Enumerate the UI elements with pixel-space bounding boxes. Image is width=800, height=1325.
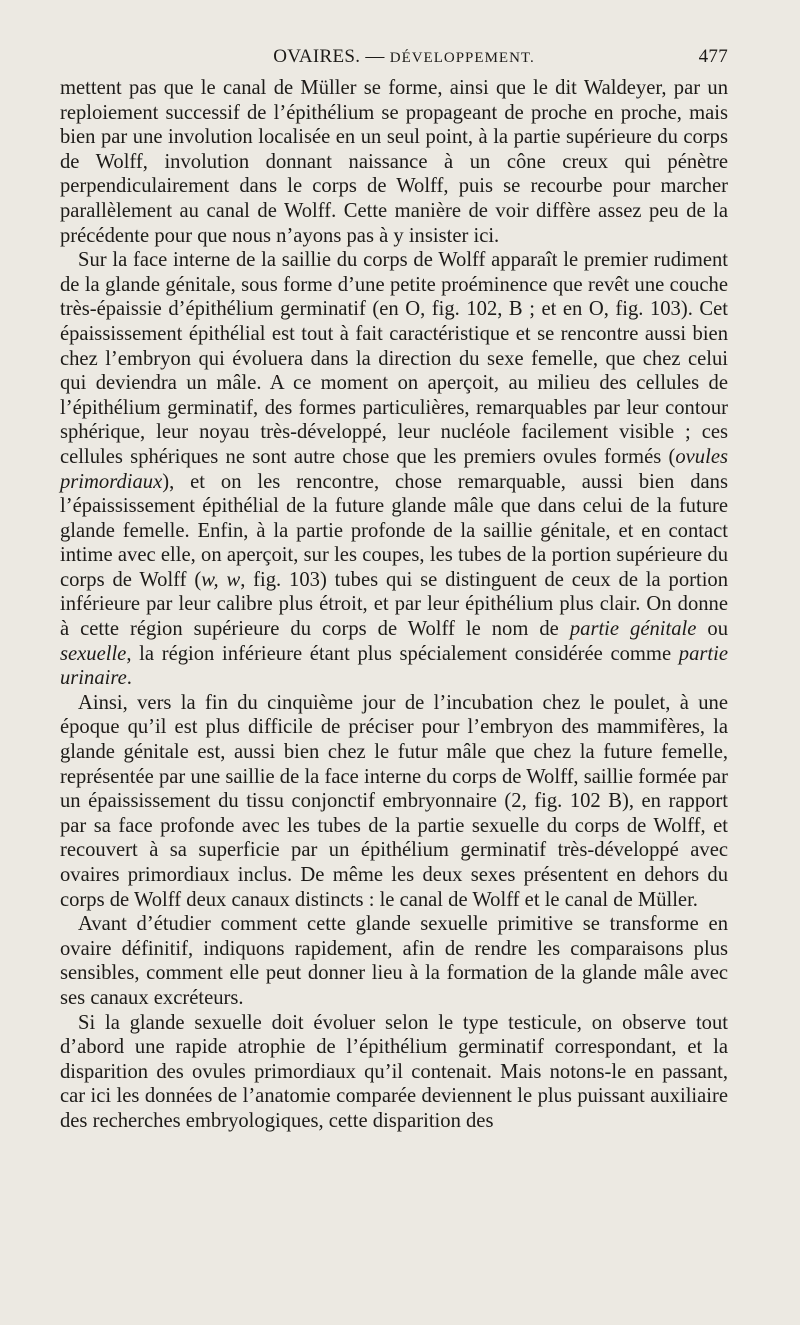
paragraph-5 [60, 1011, 728, 1134]
running-head [60, 46, 728, 72]
running-title-main: OVAIRES. [273, 46, 361, 67]
text-run: ), et on les rencontre, chose remarquable, aussi bien dans l’épaississement épithélial de la future glande mâle que dans celui de la future glande femelle. Enfin, à la partie profonde de la saillie génitale, et en contact intime avec elle, on aperçoit, sur les coupes, les tubes de la portion supérieure du corps de Wolff ( [60, 470, 728, 591]
text-run: , fig. 103) tubes qui se distinguent de ceux de la portion inférieure par leur calibre plus étroit, et par leur épithélium plus clair. On donne à cette région supérieure du corps de Wolff le nom de [60, 568, 729, 641]
text-run: . [126, 667, 132, 690]
paragraph-2 [60, 248, 728, 691]
italic-term: ovules primordiaux [60, 445, 728, 493]
paragraph-1 [60, 76, 728, 248]
body-text [60, 76, 728, 1134]
paragraph-3 [60, 691, 728, 912]
italic-term: partie urinaire [60, 642, 728, 690]
text-run: Sur la face interne de la saillie du corps de Wolff apparaît le premier rudiment de la glande génitale, sous forme d’une petite proéminence que revêt une couche très-épaissie d’épithélium germinatif (en O, fig. 102, B ; et en O, fig. 103). Cet épaississement épithélial est tout à fait caractéristique et se rencontre aussi bien chez l’embryon qui évoluera dans la direction du sexe femelle, que chez celui qui deviendra un mâle. A ce moment on aperçoit, au milieu des cellules de l’épithélium germinatif, des formes particulières, remarquables par leur contour sphérique, leur noyau très-développé, leur nucléole facilement visible ; ces cellules sphériques ne sont autre chose que les premiers ovules formés ( [60, 249, 728, 468]
text-run: ou [696, 618, 728, 641]
paragraph-4 [60, 912, 728, 1010]
italic-term: sexuelle [60, 642, 127, 665]
text-run: Si la glande sexuelle doit évoluer selon le type testicule, on observe tout d’abord une rapide atrophie de l’épithélium germinatif correspondant, et la disparition des ovules primordiaux qu’il contenait. Mais notons-le en passant, car ici les données de l’anatomie comparée deviennent le plus puissant auxiliaire des recherches embryologiques, cette disparition des [60, 1011, 728, 1132]
italic-term: partie génitale [569, 618, 697, 641]
text-run: Avant d’étudier comment cette glande sexuelle primitive se transforme en ovaire définitif, indiquons rapidement, afin de rendre les comparaisons plus sensibles, comment elle peut donner lieu à la formation de la glande mâle avec ses canaux excréteurs. [60, 913, 728, 1009]
running-title-sub: DÉVELOPPEMENT. [389, 50, 535, 66]
text-run: , la région inférieure étant plus spécialement considérée comme [126, 642, 679, 665]
text-run: Ainsi, vers la fin du cinquième jour de l’incubation chez le poulet, à une époque qu’il est plus difficile de préciser pour l’embryon des mammifères, la glande génitale est, aussi bien chez le futur mâle que chez la future femelle, représentée par une saillie de la face interne du corps de Wolff, saillie formée par un épaississement du tissu conjonctif embryonnaire (2, fig. 102 B), en rapport par sa face profonde avec les tubes de la partie sexuelle du corps de Wolff, et recouvert à sa superficie par un épithélium germinatif très-développé avec ovaires primordiaux inclus. De même les deux sexes présentent en dehors du corps de Wolff deux canaux distincts : le canal de Wolff et le canal de Müller. [60, 691, 728, 911]
italic-term: w, w [201, 568, 241, 591]
text-run: mettent pas que le canal de Müller se forme, ainsi que le dit Waldeyer, par un reploiement successif de l’épithélium se propageant de proche en proche, mais bien par une involution localisée en un seul point, à la partie supérieure du corps de Wolff, involution donnant naissance à un cône creux qui pénètre perpendiculairement dans le corps de Wolff, puis se recourbe pour marcher parallèlement au canal de Wolff. Cette manière de voir diffère assez peu de la précédente pour que nous n’ayons pas à y insister ici. [60, 77, 728, 247]
running-title [60, 46, 728, 68]
running-title-dash: — [360, 46, 390, 67]
page-number: 477 [698, 46, 728, 67]
